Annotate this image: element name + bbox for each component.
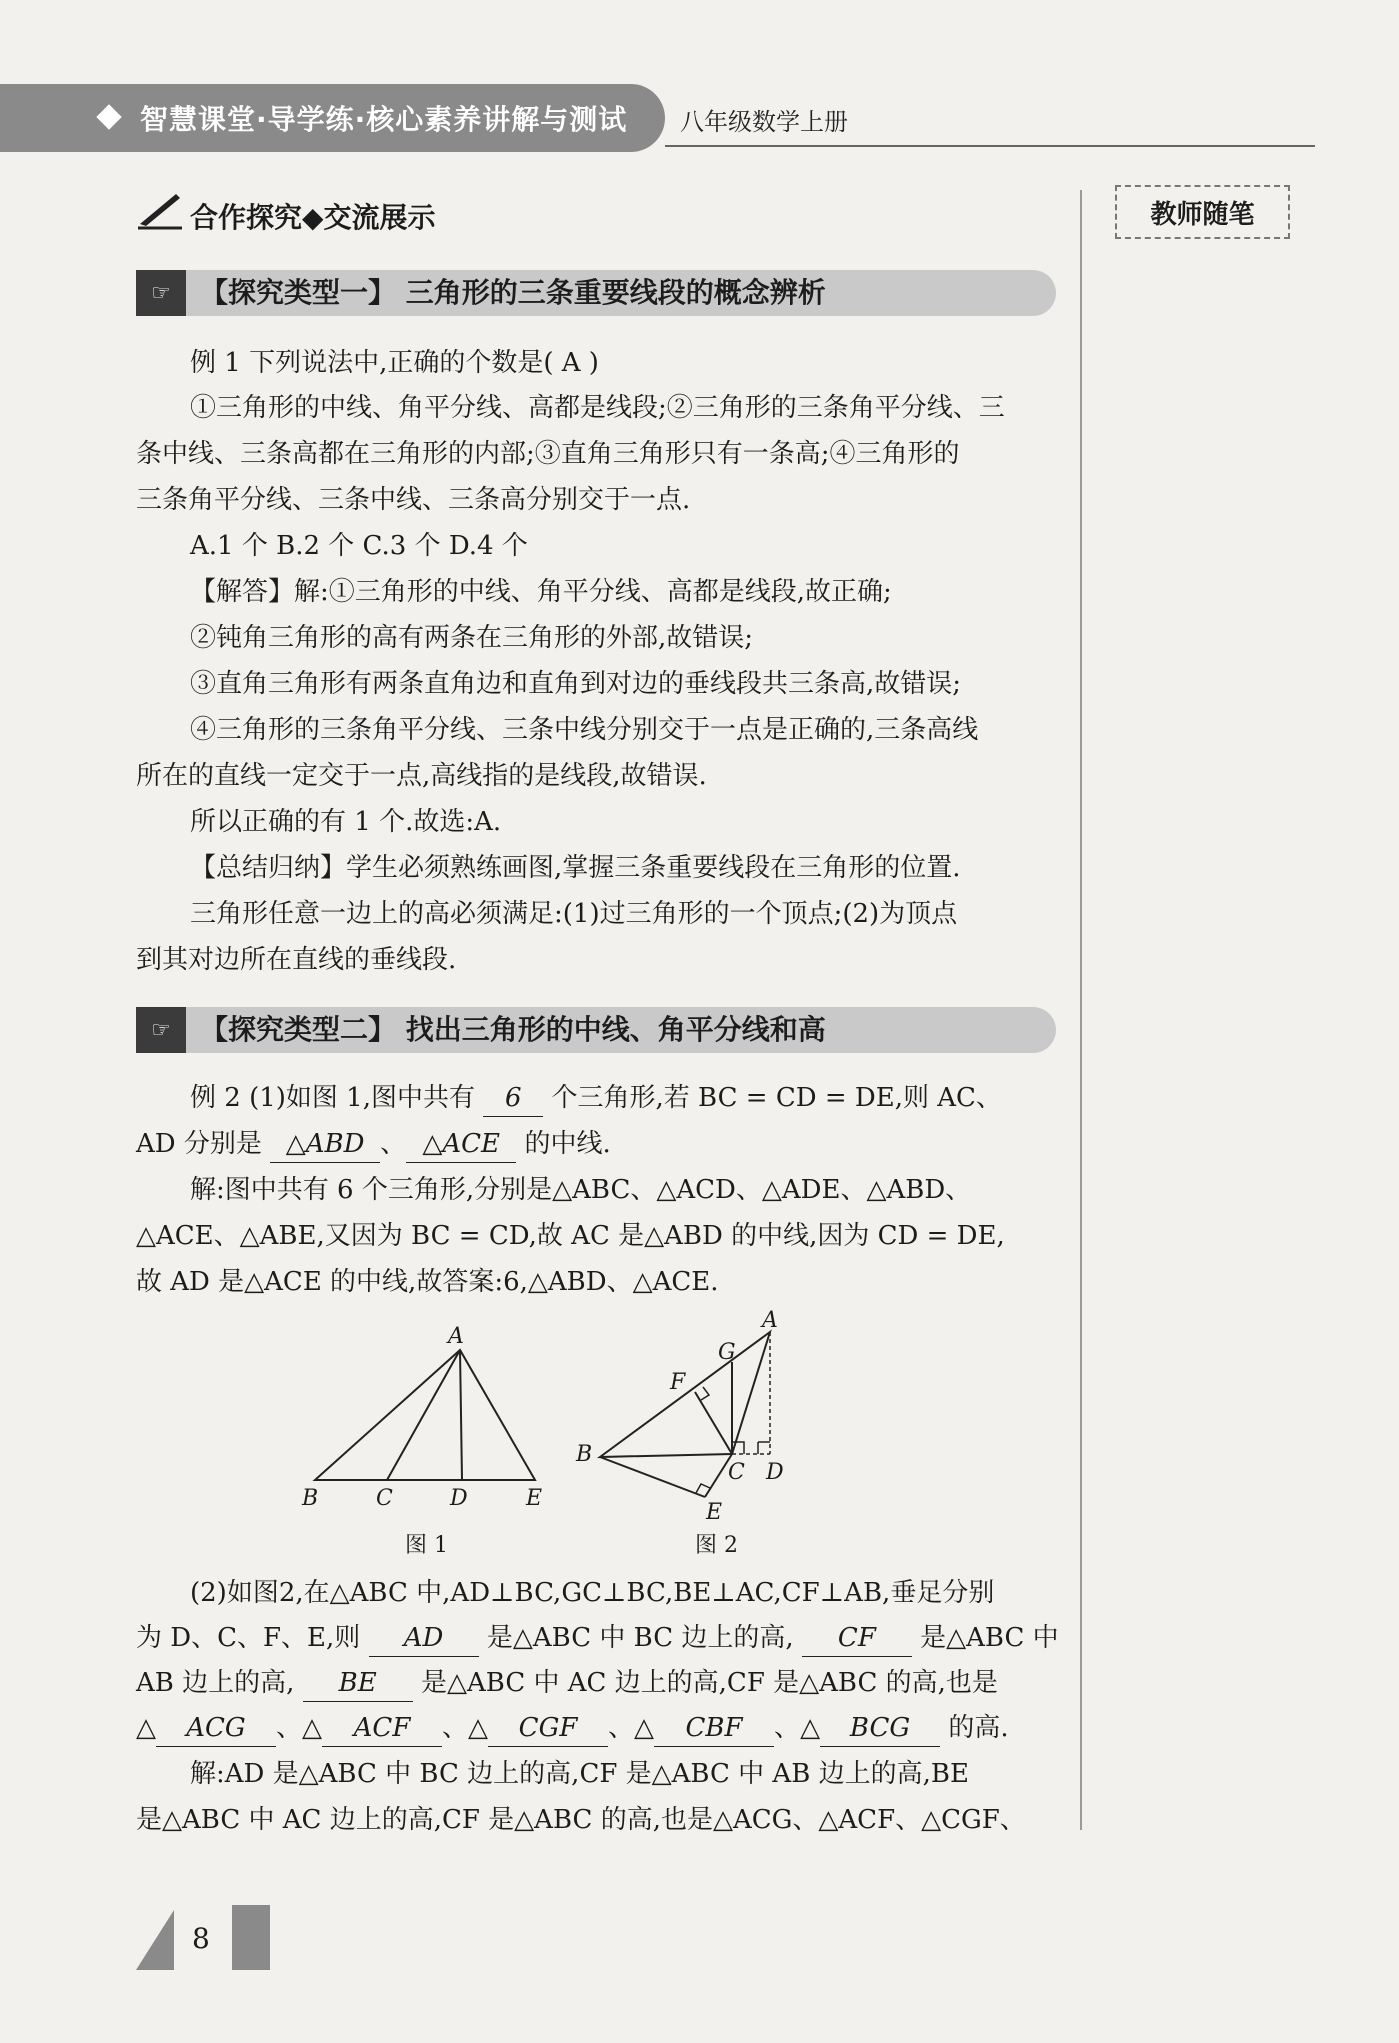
answer-blank: CBF (654, 1710, 774, 1747)
solution-line: 解:AD 是△ABC 中 BC 边上的高,CF 是△ABC 中 AB 边上的高,BE (190, 1759, 969, 1789)
answer-blank: BE (303, 1665, 413, 1702)
answer-blank: AD (369, 1620, 479, 1657)
figure-2 (570, 1308, 810, 1562)
type1-line: 三角形任意一边上的高必须满足:(1)过三角形的一个顶点;(2)为顶点 (190, 899, 958, 929)
header-subtitle: 八年级数学上册 (680, 108, 848, 136)
solution-line: △ACE、△ABE,又因为 BC = CD,故 AC 是△ABD 的中线,因为 CD = DE, (136, 1221, 1005, 1251)
question2-line1: (2)如图2,在△ABC 中,AD⊥BC,GC⊥BC,BE⊥AC,CF⊥AB,垂足分别 (190, 1578, 995, 1608)
fig1-label: A (448, 1324, 464, 1349)
question2-line2: 为 D、C、F、E,则 AD 是△ABC 中 BC 边上的高, CF 是△ABC 中 (136, 1620, 1066, 1657)
answer-blank: CF (802, 1620, 912, 1657)
figure-1 (290, 1324, 560, 1560)
fig2-label: G (718, 1340, 736, 1365)
type1-line: 条中线、三条高都在三角形的内部;③直角三角形只有一条高;④三角形的 (136, 439, 960, 469)
type1-line: 到其对边所在直线的垂线段. (136, 945, 457, 975)
type1-line: 所在的直线一定交于一点,高线指的是线段,故错误. (136, 761, 707, 791)
type1-line: ②钝角三角形的高有两条在三角形的外部,故错误; (190, 623, 754, 653)
question2-line3: AB 边上的高, BE 是△ABC 中 AC 边上的高,CF 是△ABC 的高,也是 (136, 1665, 1066, 1702)
type1-line: 【解答】解:①三角形的中线、角平分线、高都是线段,故正确; (190, 577, 892, 607)
fig1-caption: 图 1 (405, 1533, 448, 1558)
type1-title: 【探究类型一】 三角形的三条重要线段的概念辨析 (200, 276, 826, 309)
fig2-caption: 图 2 (695, 1533, 738, 1558)
type1-line: ④三角形的三条角平分线、三条中线分别交于一点是正确的,三条高线 (190, 715, 979, 745)
header-divider (665, 145, 1315, 147)
solution-line: 解:图中共有 6 个三角形,分别是△ABC、△ACD、△ADE、△ABD、 (190, 1175, 972, 1205)
fig1-label: B (302, 1486, 319, 1511)
teacher-notes-label: 教师随笔 (1115, 185, 1290, 239)
type1-line: 三条角平分线、三条中线、三条高分别交于一点. (136, 485, 691, 515)
fig2-label: A (762, 1308, 778, 1333)
answer-blank: △ACE (406, 1126, 516, 1163)
type2-title: 【探究类型二】 找出三角形的中线、角平分线和高 (200, 1013, 826, 1046)
type1-line: ①三角形的中线、角平分线、高都是线段;②三角形的三条角平分线、三 (190, 393, 1005, 423)
solution-line: 故 AD 是△ACE 的中线,故答案:6,△ABD、△ACE. (136, 1267, 719, 1297)
fig1-label: D (450, 1486, 468, 1511)
page-number: 8 (192, 1922, 210, 1955)
example2-line1: 例 2 (1)如图 1,图中共有 6 个三角形,若 BC = CD = DE,则 AC、 (190, 1080, 1120, 1117)
fig2-label: B (576, 1442, 593, 1467)
solution-line: 是△ABC 中 AC 边上的高,CF 是△ABC 的高,也是△ACG、△ACF、△CGF、 (136, 1805, 1026, 1835)
page-number-block (232, 1905, 270, 1970)
pencil-icon (136, 190, 184, 234)
example2-line2: AD 分别是 △ABD 、 △ACE 的中线. (136, 1126, 1066, 1163)
header-title: 智慧课堂·导学练·核心素养讲解与测试 (140, 103, 628, 136)
fig2-label: F (670, 1370, 686, 1395)
type1-line: A.1 个 B.2 个 C.3 个 D.4 个 (190, 531, 528, 561)
type1-line: 【总结归纳】学生必须熟练画图,掌握三条重要线段在三角形的位置. (190, 853, 961, 883)
fig1-label: E (526, 1486, 543, 1511)
type1-line: 例 1 下列说法中,正确的个数是( A ) (190, 348, 599, 378)
type1-line: ③直角三角形有两条直角边和直角到对边的垂线段共三条高,故错误; (190, 669, 962, 699)
answer-blank: ACG (156, 1710, 276, 1747)
answer-blank: △ABD (270, 1126, 380, 1163)
answer-blank: 6 (483, 1080, 543, 1117)
type1-line: 所以正确的有 1 个.故选:A. (190, 807, 502, 837)
fig2-label: E (706, 1500, 723, 1525)
page-corner-mark (136, 1910, 174, 1970)
answer-blank: ACF (322, 1710, 442, 1747)
section-title: 合作探究◆交流展示 (190, 201, 436, 234)
fig2-label: D (766, 1460, 784, 1485)
fig2-label: C (728, 1460, 745, 1485)
answer-blank: BCG (820, 1710, 940, 1747)
pointing-hand-icon: ☞ (136, 270, 186, 316)
pointing-hand-icon: ☞ (136, 1007, 186, 1053)
fig1-label: C (376, 1486, 393, 1511)
question2-line4: △ ACG 、△ ACF 、△ CGF 、△ CBF 、△ BCG 的高. (136, 1710, 1066, 1747)
answer-blank: CGF (488, 1710, 608, 1747)
